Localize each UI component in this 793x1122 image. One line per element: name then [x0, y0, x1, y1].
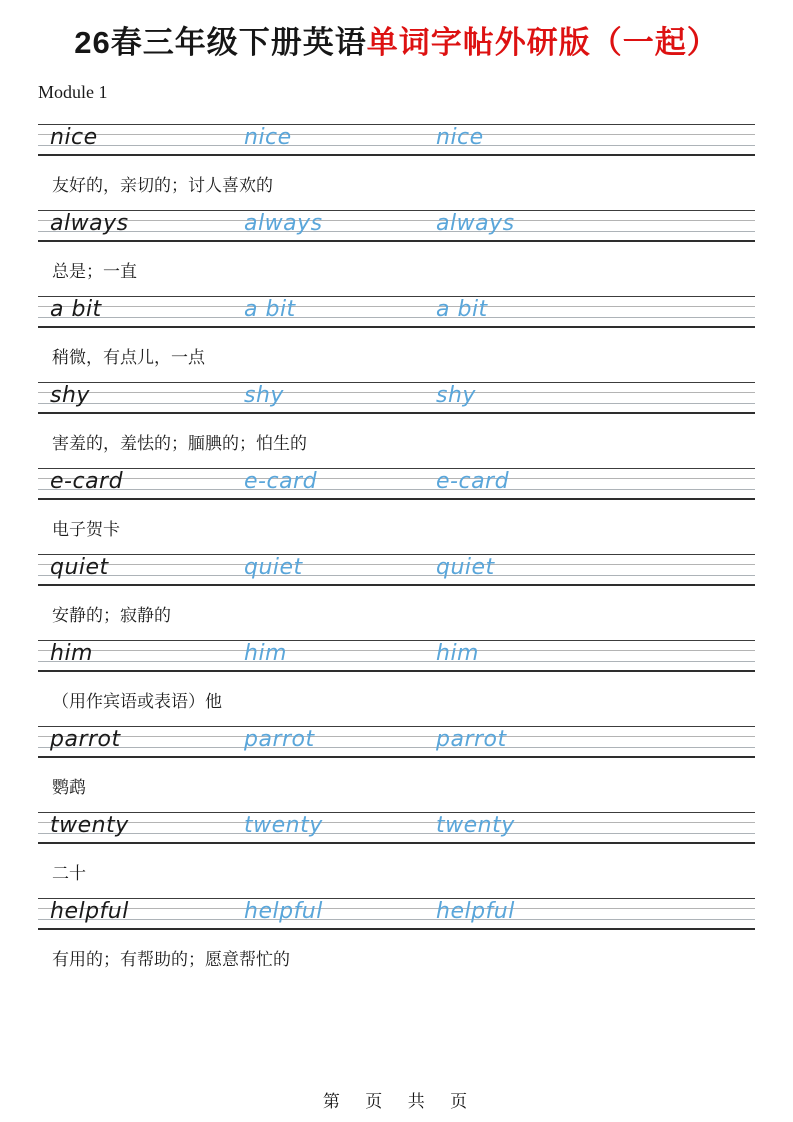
guide-line-baseline: [38, 489, 755, 490]
word-trace-1: him: [244, 641, 287, 666]
guide-line-top: [38, 210, 755, 211]
word-trace-1: helpful: [244, 899, 323, 924]
word-entry: [38, 640, 755, 726]
guide-line-bottom: [38, 670, 755, 672]
guide-line-bottom: [38, 928, 755, 930]
writing-guides: [38, 640, 755, 672]
word-trace-2: nice: [436, 125, 484, 150]
guide-line-baseline: [38, 919, 755, 920]
guide-line-bottom: [38, 240, 755, 242]
guide-line-baseline: [38, 231, 755, 232]
guide-line-middle-1: [38, 564, 755, 565]
word-meaning: 安静的；寂静的: [52, 605, 171, 626]
word-meaning: 鹦鹉: [52, 777, 86, 798]
page-footer: 第 页 共 页: [322, 1092, 471, 1112]
guide-line-top: [38, 124, 755, 125]
guide-line-middle-1: [38, 220, 755, 221]
word-trace-1: always: [244, 211, 323, 236]
guide-line-middle-1: [38, 134, 755, 135]
word-meaning: 稍微，有点儿，一点: [52, 347, 205, 368]
writing-guides: [38, 382, 755, 414]
guide-line-baseline: [38, 747, 755, 748]
guide-line-middle-1: [38, 650, 755, 651]
guide-line-top: [38, 554, 755, 555]
guide-line-top: [38, 296, 755, 297]
word-meaning: 总是；一直: [52, 261, 137, 282]
word-meaning: 友好的，亲切的；讨人喜欢的: [52, 175, 273, 196]
guide-line-bottom: [38, 326, 755, 328]
word-meaning: 电子贺卡: [52, 519, 120, 540]
word-entry: [38, 726, 755, 812]
word-list: [38, 124, 755, 984]
guide-line-middle-1: [38, 908, 755, 909]
guide-line-bottom: [38, 498, 755, 500]
word-entry: [38, 554, 755, 640]
writing-guides: [38, 468, 755, 500]
guide-line-middle-1: [38, 306, 755, 307]
writing-guides: [38, 296, 755, 328]
word-meaning: 害羞的，羞怯的；腼腆的；怕生的: [52, 433, 307, 454]
writing-guides: [38, 898, 755, 930]
word-entry: [38, 124, 755, 210]
module-label: Module 1: [38, 82, 108, 102]
word-meaning: 二十: [52, 863, 86, 884]
page-title: [38, 0, 755, 64]
word-trace-1: nice: [244, 125, 292, 150]
guide-line-baseline: [38, 833, 755, 834]
writing-guides: [38, 210, 755, 242]
guide-line-middle-1: [38, 478, 755, 479]
word-trace-2: helpful: [436, 899, 515, 924]
guide-line-top: [38, 382, 755, 383]
page-title-black: 26春三年级下册英语: [74, 25, 367, 60]
word-sample: twenty: [50, 813, 129, 838]
word-entry: [38, 468, 755, 554]
word-entry: [38, 812, 755, 898]
guide-line-top: [38, 898, 755, 899]
guide-line-top: [38, 468, 755, 469]
guide-line-bottom: [38, 842, 755, 844]
word-sample: parrot: [50, 727, 121, 752]
guide-line-top: [38, 640, 755, 641]
word-trace-2: parrot: [436, 727, 507, 752]
word-trace-1: shy: [244, 383, 284, 408]
word-trace-1: a bit: [244, 297, 296, 322]
writing-guides: [38, 124, 755, 156]
word-trace-2: e-card: [436, 469, 510, 494]
guide-line-middle-1: [38, 736, 755, 737]
guide-line-baseline: [38, 145, 755, 146]
guide-line-baseline: [38, 317, 755, 318]
guide-line-bottom: [38, 756, 755, 758]
word-sample: helpful: [50, 899, 129, 924]
guide-line-baseline: [38, 661, 755, 662]
word-sample: a bit: [50, 297, 102, 322]
writing-guides: [38, 726, 755, 758]
guide-line-top: [38, 726, 755, 727]
word-sample: e-card: [50, 469, 124, 494]
writing-guides: [38, 554, 755, 586]
guide-line-bottom: [38, 412, 755, 414]
word-trace-2: shy: [436, 383, 476, 408]
word-sample: nice: [50, 125, 98, 150]
word-entry: [38, 296, 755, 382]
guide-line-bottom: [38, 154, 755, 156]
word-trace-2: quiet: [436, 555, 495, 580]
word-entry: [38, 210, 755, 296]
guide-line-middle-1: [38, 822, 755, 823]
word-trace-1: parrot: [244, 727, 315, 752]
page-title-red: 单词字帖外研版（一起）: [366, 25, 719, 60]
guide-line-middle-1: [38, 392, 755, 393]
word-trace-2: always: [436, 211, 515, 236]
guide-line-top: [38, 812, 755, 813]
word-meaning: 有用的；有帮助的；愿意帮忙的: [52, 949, 290, 970]
word-trace-1: e-card: [244, 469, 318, 494]
word-trace-2: him: [436, 641, 479, 666]
word-sample: always: [50, 211, 129, 236]
word-trace-1: twenty: [244, 813, 323, 838]
word-meaning: （用作宾语或表语）他: [52, 691, 222, 712]
guide-line-bottom: [38, 584, 755, 586]
word-trace-1: quiet: [244, 555, 303, 580]
guide-line-baseline: [38, 575, 755, 576]
word-entry: [38, 382, 755, 468]
word-trace-2: a bit: [436, 297, 488, 322]
word-entry: [38, 898, 755, 984]
guide-line-baseline: [38, 403, 755, 404]
writing-guides: [38, 812, 755, 844]
word-trace-2: twenty: [436, 813, 515, 838]
word-sample: quiet: [50, 555, 109, 580]
word-sample: shy: [50, 383, 90, 408]
word-sample: him: [50, 641, 93, 666]
